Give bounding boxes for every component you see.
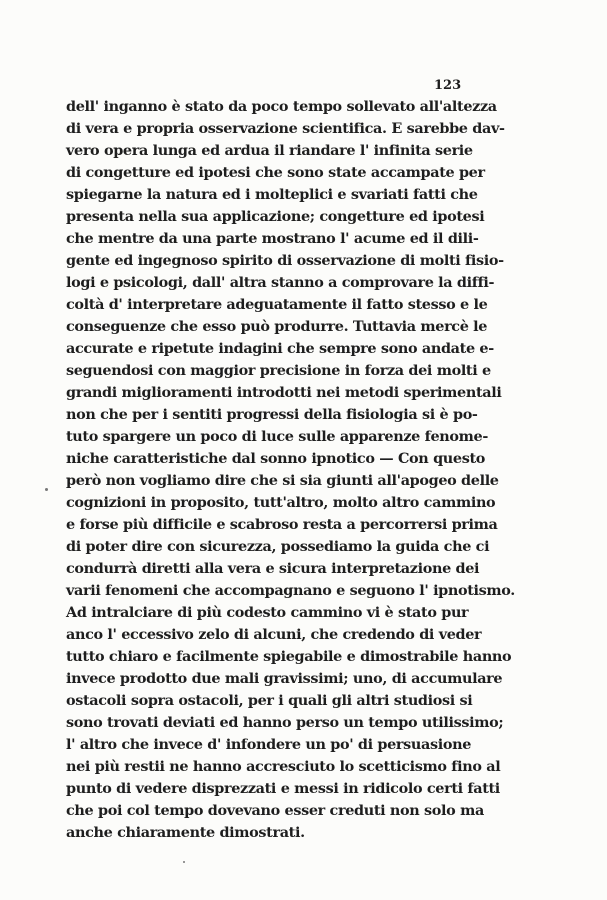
text-line: cognizioni in proposito, tutt'altro, molto altro cammino — [66, 494, 496, 511]
text-line: sono trovati deviati ed hanno perso un tempo utilissimo; — [66, 714, 504, 731]
text-line: di congetture ed ipotesi che sono state accampate per — [66, 164, 485, 181]
text-line: l' altro che invece d' infondere un po' di persuasione — [66, 736, 472, 753]
margin-speck — [183, 861, 185, 863]
text-line: nei più restii ne hanno accresciuto lo scetticismo fino al — [66, 758, 501, 775]
text-line: di poter dire con sicurezza, possediamo la guida che ci — [66, 538, 490, 555]
margin-speck — [45, 488, 48, 491]
text-line: tuto spargere un poco di luce sulle apparenze fenome- — [66, 428, 488, 445]
text-line: però non vogliamo dire che si sia giunti all'apogeo delle — [66, 472, 499, 489]
text-line: conseguenze che esso può produrre. Tuttavia mercè le — [66, 318, 488, 335]
text-line: grandi miglioramenti introdotti nei metodi sperimentali — [66, 384, 502, 401]
text-line: logi e psicologi, dall' altra stanno a comprovare la diffi- — [66, 274, 495, 291]
text-line: che poi col tempo dovevano esser creduti non solo ma — [66, 802, 484, 819]
page-number: 123 — [434, 78, 462, 93]
text-line: coltà d' interpretare adeguatamente il fatto stesso e le — [66, 296, 488, 313]
text-line: e forse più difficile e scabroso resta a percorrersi prima — [66, 516, 498, 533]
text-line: spiegarne la natura ed i molteplici e svariati fatti che — [66, 186, 478, 203]
text-line: accurate e ripetute indagini che sempre sono andate e- — [66, 340, 494, 357]
text-line: vero opera lunga ed ardua il riandare l' infinita serie — [66, 142, 473, 159]
text-line: gente ed ingegnoso spirito di osservazione di molti fisio- — [66, 252, 504, 269]
text-line: niche caratteristiche dal sonno ipnotico — Con questo — [66, 450, 485, 467]
text-line: non che per i sentiti progressi della fisiologia si è po- — [66, 406, 478, 423]
text-line: dell' inganno è stato da poco tempo sollevato all'altezza — [66, 98, 497, 115]
text-line: anco l' eccessivo zelo di alcuni, che credendo di veder — [66, 626, 482, 643]
text-line: varii fenomeni che accompagnano e seguono l' ipnotismo. — [66, 582, 515, 599]
text-line: che mentre da una parte mostrano l' acume ed il dili- — [66, 230, 479, 247]
text-line: ostacoli sopra ostacoli, per i quali gli altri studiosi si — [66, 692, 473, 709]
text-line: anche chiaramente dimostrati. — [66, 824, 305, 841]
text-line: condurrà diretti alla vera e sicura interpretazione dei — [66, 560, 480, 577]
text-line: seguendosi con maggior precisione in forza dei molti e — [66, 362, 491, 379]
text-line: invece prodotto due mali gravissimi; uno, di accumulare — [66, 670, 503, 687]
text-line: tutto chiaro e facilmente spiegabile e dimostrabile hanno — [66, 648, 512, 665]
text-line: presenta nella sua applicazione; congetture ed ipotesi — [66, 208, 485, 225]
text-line: punto di vedere disprezzati e messi in ridicolo certi fatti — [66, 780, 500, 797]
text-line: Ad intralciare di più codesto cammino vi è stato pur — [66, 604, 469, 621]
text-line: di vera e propria osservazione scientifica. E sarebbe dav- — [66, 120, 505, 137]
body-text — [66, 96, 515, 844]
